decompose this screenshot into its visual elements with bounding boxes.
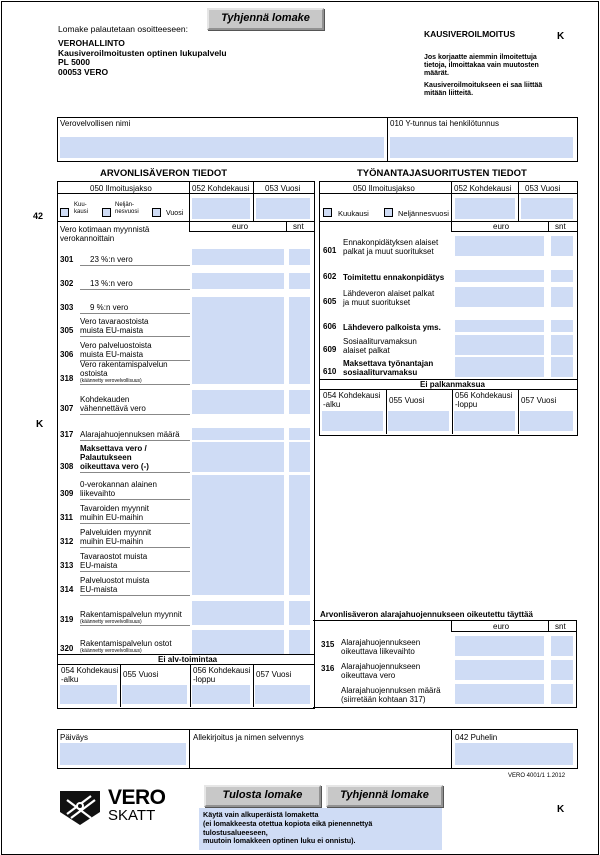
- vat-row-label: Tavaraostot muista EU-maista: [80, 552, 148, 570]
- vat-row-code: 307: [60, 404, 74, 413]
- vat-row-underline: [80, 313, 190, 314]
- vat-month-checkbox[interactable]: [60, 208, 69, 217]
- vat-row-note: (käännetty verovelvollisuus): [80, 378, 142, 384]
- employer-row-euro-field[interactable]: [455, 287, 544, 307]
- vat-row-label: Rakentamispalvelun myynnit: [80, 610, 182, 619]
- employer-no-pay-label: 055 Vuosi: [389, 396, 425, 405]
- vat-row-euro-field[interactable]: [192, 630, 284, 654]
- vat-year-checkbox[interactable]: [152, 208, 161, 217]
- vat-row-snt-field[interactable]: [289, 360, 310, 384]
- vat-row-snt-field[interactable]: [289, 312, 310, 336]
- vat-row-snt-field[interactable]: [289, 571, 310, 595]
- employer-row-euro-field[interactable]: [455, 357, 544, 377]
- employer-row-label: Sosiaaliturvamaksun alaiset palkat: [343, 337, 417, 355]
- vat-no-activity-field[interactable]: [255, 685, 310, 704]
- vat-no-activity-label: 057 Vuosi: [256, 670, 292, 679]
- vat-row-underline: [80, 472, 190, 473]
- vat-row-euro-field[interactable]: [192, 523, 284, 547]
- vat-no-activity-label: 055 Vuosi: [123, 670, 159, 679]
- side-k-mark: K: [36, 419, 44, 430]
- employer-no-pay-divider: [518, 389, 519, 434]
- vat-row-label: 13 %:n vero: [90, 279, 133, 288]
- relief-row-snt-field[interactable]: [551, 660, 573, 680]
- vat-row-code: 303: [60, 303, 74, 312]
- employer-row-snt-field[interactable]: [551, 335, 573, 355]
- employer-title: TYÖNANTAJASUORITUSTEN TIEDOT: [357, 168, 527, 179]
- taxpayer-name-label: Verovelvollisen nimi: [60, 119, 131, 128]
- employer-period-label: 050 Ilmoitusjakso: [353, 184, 415, 193]
- vat-row-underline: [80, 384, 190, 385]
- signature-label: Allekirjoitus ja nimen selvennys: [193, 733, 304, 742]
- employer-month-checkbox[interactable]: [323, 208, 332, 217]
- employer-no-pay-label: 054 Kohdekausi -alku: [323, 391, 381, 409]
- vat-opt-year: Vuosi: [166, 210, 184, 217]
- vat-row-underline: [80, 265, 190, 266]
- taxpayer-id-label: 010 Y-tunnus tai henkilötunnus: [390, 119, 499, 128]
- employer-row-snt-field[interactable]: [551, 270, 573, 282]
- form-letter-top: K: [557, 31, 565, 42]
- vat-row-code: 305: [60, 326, 74, 335]
- employer-row-euro-field[interactable]: [455, 335, 544, 355]
- vat-row-snt-field[interactable]: [289, 523, 310, 547]
- relief-col-euro: euro: [493, 622, 510, 631]
- vat-row-code: 313: [60, 561, 74, 570]
- employer-row-code: 605: [323, 297, 337, 306]
- vat-row-euro-field[interactable]: [192, 475, 284, 499]
- vat-row-label: 9 %:n vero: [90, 303, 129, 312]
- vat-quarter-checkbox[interactable]: [102, 208, 111, 217]
- vat-no-activity-label: 056 Kohdekausi -loppu: [193, 666, 251, 684]
- relief-row-euro-field[interactable]: [455, 636, 544, 656]
- vat-row-underline: [80, 499, 190, 500]
- vat-row-code: 301: [60, 255, 74, 264]
- vat-row-snt-field[interactable]: [289, 442, 310, 472]
- vat-row-euro-field[interactable]: [192, 499, 284, 523]
- employer-no-pay-title: Ei palkanmaksua: [420, 380, 485, 389]
- vat-row-label: Palveluiden myynnit muihin EU-maihin: [80, 528, 152, 546]
- vat-row-underline: [80, 440, 190, 441]
- employer-row-euro-field[interactable]: [455, 320, 544, 332]
- employer-row-code: 602: [323, 272, 337, 281]
- vat-row-euro-field[interactable]: [192, 297, 284, 313]
- relief-title: Arvonlisäveron alarajahuojennukseen oikeutettu täyttää: [320, 610, 533, 619]
- vat-month-field[interactable]: [192, 198, 250, 219]
- employer-row-euro-field[interactable]: [455, 270, 544, 282]
- notice-text: Käytä vain alkuperäistä lomaketta (ei lomakkeesta otettua kopiota eikä pienennettyä tulostusalueeseen, muutoin lomakkeen optinen luku ei onnistu).: [203, 810, 373, 846]
- employer-row-code: 609: [323, 345, 337, 354]
- vat-row-snt-field[interactable]: [289, 428, 310, 440]
- vat-row-snt-field[interactable]: [289, 630, 310, 654]
- date-label: Päiväys: [60, 733, 89, 742]
- vat-row-underline: [80, 336, 190, 337]
- vat-row-label: Vero palveluostoista muista EU-maista: [80, 341, 152, 359]
- relief-row-euro-field[interactable]: [455, 660, 544, 680]
- vat-period-label: 050 Ilmoitusjakso: [90, 184, 152, 193]
- number-42: 42: [33, 211, 44, 221]
- vat-row-label: Maksettava vero / Palautukseen oikeuttava vero (-): [80, 444, 149, 471]
- taxpayer-name-field[interactable]: [60, 137, 384, 158]
- vat-row-euro-field[interactable]: [192, 547, 284, 571]
- vat-row-label: Vero rakentamispalvelun ostoista: [80, 360, 168, 378]
- relief-col-snt: snt: [555, 622, 566, 631]
- employer-no-pay-divider: [452, 389, 453, 434]
- vat-row-snt-field[interactable]: [289, 390, 310, 414]
- employer-no-pay-field[interactable]: [520, 411, 573, 431]
- vat-row-code: 302: [60, 279, 74, 288]
- employer-month-label: 052 Kohdekausi: [454, 184, 512, 193]
- relief-row-label: Alarajahuojennukseen oikeuttava vero: [341, 662, 421, 680]
- return-address-label: Lomake palautetaan osoitteeseen:: [58, 24, 188, 34]
- vat-row-snt-field[interactable]: [289, 297, 310, 313]
- logo-emblem-icon: [57, 786, 103, 826]
- employer-row-label: Lähdevero palkoista yms.: [343, 323, 441, 332]
- vat-row-code: 318: [60, 374, 74, 383]
- employer-no-pay-label: 057 Vuosi: [521, 396, 557, 405]
- vat-row-snt-field[interactable]: [289, 475, 310, 499]
- vat-no-activity-field[interactable]: [192, 685, 250, 704]
- vat-no-activity-label: 054 Kohdekausi -alku: [61, 666, 119, 684]
- relief-row-snt-field[interactable]: [551, 684, 573, 704]
- logo-vero-text: VERO: [108, 786, 166, 809]
- employer-month-field[interactable]: [455, 198, 515, 219]
- vat-no-activity-divider: [253, 664, 254, 707]
- employer-row-label: Toimitettu ennakonpidätys: [343, 273, 445, 282]
- form-code: VERO 4001/1 1.2012: [508, 773, 566, 779]
- employer-opt-month: Kuukausi: [338, 209, 369, 218]
- form-title: KAUSIVEROILMOITUS: [424, 29, 516, 39]
- vat-row-label: Tavaroiden myynnit muihin EU-maihin: [80, 504, 149, 522]
- vat-row-snt-field[interactable]: [289, 547, 310, 571]
- vat-row-code: 314: [60, 585, 74, 594]
- employer-no-pay-divider: [386, 389, 387, 434]
- vat-row-note: (käännetty verovelvollisuus): [80, 619, 142, 625]
- vat-row-euro-field[interactable]: [192, 428, 284, 440]
- vat-row-code: 312: [60, 537, 74, 546]
- vat-row-code: 320: [60, 644, 74, 653]
- vat-row-snt-field[interactable]: [289, 336, 310, 360]
- vat-row-underline: [80, 625, 190, 626]
- vat-row-euro-field[interactable]: [192, 249, 284, 265]
- vat-row-code: 308: [60, 462, 74, 471]
- phone-label: 042 Puhelin: [455, 733, 498, 742]
- return-address: VEROHALLINTO Kausiveroilmoitusten optinen lukupalvelu PL 5000 00053 VERO: [58, 38, 227, 77]
- employer-col-snt: snt: [555, 222, 566, 231]
- relief-row-label: Alarajahuojennukseen oikeuttava liikevaihto: [341, 638, 421, 656]
- vat-row-euro-field[interactable]: [192, 601, 284, 625]
- vat-month-label: 052 Kohdekausi: [192, 184, 250, 193]
- employer-row-snt-field[interactable]: [551, 320, 573, 332]
- employer-row-snt-field[interactable]: [551, 236, 573, 256]
- vat-row-euro-field[interactable]: [192, 390, 284, 414]
- employer-row-code: 606: [323, 322, 337, 331]
- employer-row-label: Ennakonpidätyksen alaiset palkat ja muut suoritukset: [343, 238, 439, 256]
- employer-row-code: 610: [323, 367, 337, 376]
- notice-box: [199, 808, 442, 850]
- vat-row-euro-field[interactable]: [192, 273, 284, 289]
- vat-col-snt: snt: [293, 222, 304, 231]
- vat-row-underline: [80, 289, 190, 290]
- employer-no-pay-field[interactable]: [388, 411, 449, 431]
- vat-row-underline: [80, 414, 190, 415]
- vat-no-activity-field[interactable]: [122, 685, 187, 704]
- vat-row-underline: [80, 547, 190, 548]
- date-field[interactable]: [60, 743, 186, 765]
- vat-row-euro-field[interactable]: [192, 312, 284, 336]
- vat-opt-quarter: Neljän- nesvuosi: [115, 202, 139, 215]
- form-letter-bottom: K: [557, 804, 565, 815]
- vat-row-label: Kohdekauden vähennettävä vero: [80, 395, 146, 413]
- employer-quarter-checkbox[interactable]: [384, 208, 393, 217]
- vat-title: ARVONLISÄVERON TIEDOT: [100, 168, 228, 179]
- employer-year-label: 053 Vuosi: [525, 184, 561, 193]
- vat-row-snt-field[interactable]: [289, 499, 310, 523]
- relief-row-label: Alarajahuojennuksen määrä (siirretään kohtaan 317): [341, 686, 441, 704]
- vat-row-snt-field[interactable]: [289, 249, 310, 265]
- vat-opt-month: Kuu- kausi: [74, 202, 89, 215]
- vat-row-code: 309: [60, 489, 74, 498]
- vat-no-activity-field[interactable]: [60, 685, 117, 704]
- relief-row-snt-field[interactable]: [551, 636, 573, 656]
- clear-form-button-bottom[interactable]: Tyhjennä lomake: [326, 785, 443, 807]
- vat-row-code: 319: [60, 615, 74, 624]
- employer-row-code: 601: [323, 246, 337, 255]
- vat-row-note: (käännetty verovelvollisuus): [80, 648, 142, 654]
- vat-row-euro-field[interactable]: [192, 360, 284, 384]
- employer-row-snt-field[interactable]: [551, 287, 573, 307]
- relief-row-euro-field[interactable]: [455, 684, 544, 704]
- clear-form-button-top[interactable]: Tyhjennä lomake: [207, 8, 324, 30]
- employer-col-euro: euro: [493, 222, 510, 231]
- employer-no-pay-field[interactable]: [322, 411, 383, 431]
- vat-row-underline: [80, 595, 190, 596]
- employer-row-snt-field[interactable]: [551, 357, 573, 377]
- vat-row-code: 317: [60, 430, 74, 439]
- vat-no-activity-divider: [190, 664, 191, 707]
- logo-skatt-text: SKATT: [108, 807, 156, 824]
- employer-row-euro-field[interactable]: [455, 236, 544, 256]
- vat-no-activity-divider: [120, 664, 121, 707]
- vero-skatt-logo: [57, 786, 167, 826]
- vat-row-label: 0-verokannan alainen liikevaihto: [80, 480, 157, 498]
- vat-row-euro-field[interactable]: [192, 571, 284, 595]
- vat-col-euro: euro: [232, 222, 249, 231]
- vat-no-activity-title: Ei alv-toimintaa: [158, 655, 218, 664]
- taxpayer-id-field[interactable]: [390, 137, 573, 158]
- vat-row-label: 23 %:n vero: [90, 255, 133, 264]
- vat-intro: Vero kotimaan myynnistä verokannoittain: [60, 225, 150, 243]
- print-form-button[interactable]: Tulosta lomake: [204, 785, 321, 807]
- vat-row-underline: [80, 571, 190, 572]
- vat-row-label: Palveluostot muista EU-maista: [80, 576, 150, 594]
- vat-row-snt-field[interactable]: [289, 601, 310, 625]
- vat-row-code: 311: [60, 513, 73, 522]
- vat-row-label: Vero tavaraostoista muista EU-maista: [80, 317, 149, 335]
- employer-no-pay-field[interactable]: [454, 411, 515, 431]
- form-notes: Jos korjaatte aiemmin ilmoitettuja tietoja, ilmoittakaa vain muutosten määrät. Kausiveroilmoitukseen ei saa liittää mitään liitteitä.: [424, 54, 543, 97]
- employer-opt-quarter: Neljännesvuosi: [398, 209, 449, 218]
- vat-row-code: 306: [60, 350, 74, 359]
- vat-row-label: Rakentamispalvelun ostot: [80, 639, 172, 648]
- relief-row-code: 316: [321, 664, 335, 673]
- vat-year-label: 053 Vuosi: [265, 184, 301, 193]
- employer-year-field[interactable]: [521, 198, 573, 219]
- vat-row-euro-field[interactable]: [192, 336, 284, 360]
- employer-row-label: Lähdeveron alaiset palkat ja muut suoritukset: [343, 289, 435, 307]
- employer-row-label: Maksettava työnantajan sosiaaliturvamaksu: [343, 359, 434, 377]
- vat-row-label: Alarajahuojennuksen määrä: [80, 430, 180, 439]
- relief-row-code: 315: [321, 640, 335, 649]
- vat-year-field[interactable]: [256, 198, 310, 219]
- vat-row-snt-field[interactable]: [289, 273, 310, 289]
- vat-row-underline: [80, 523, 190, 524]
- employer-no-pay-label: 056 Kohdekausi -loppu: [455, 391, 513, 409]
- vat-row-euro-field[interactable]: [192, 442, 284, 472]
- phone-field[interactable]: [455, 743, 573, 765]
